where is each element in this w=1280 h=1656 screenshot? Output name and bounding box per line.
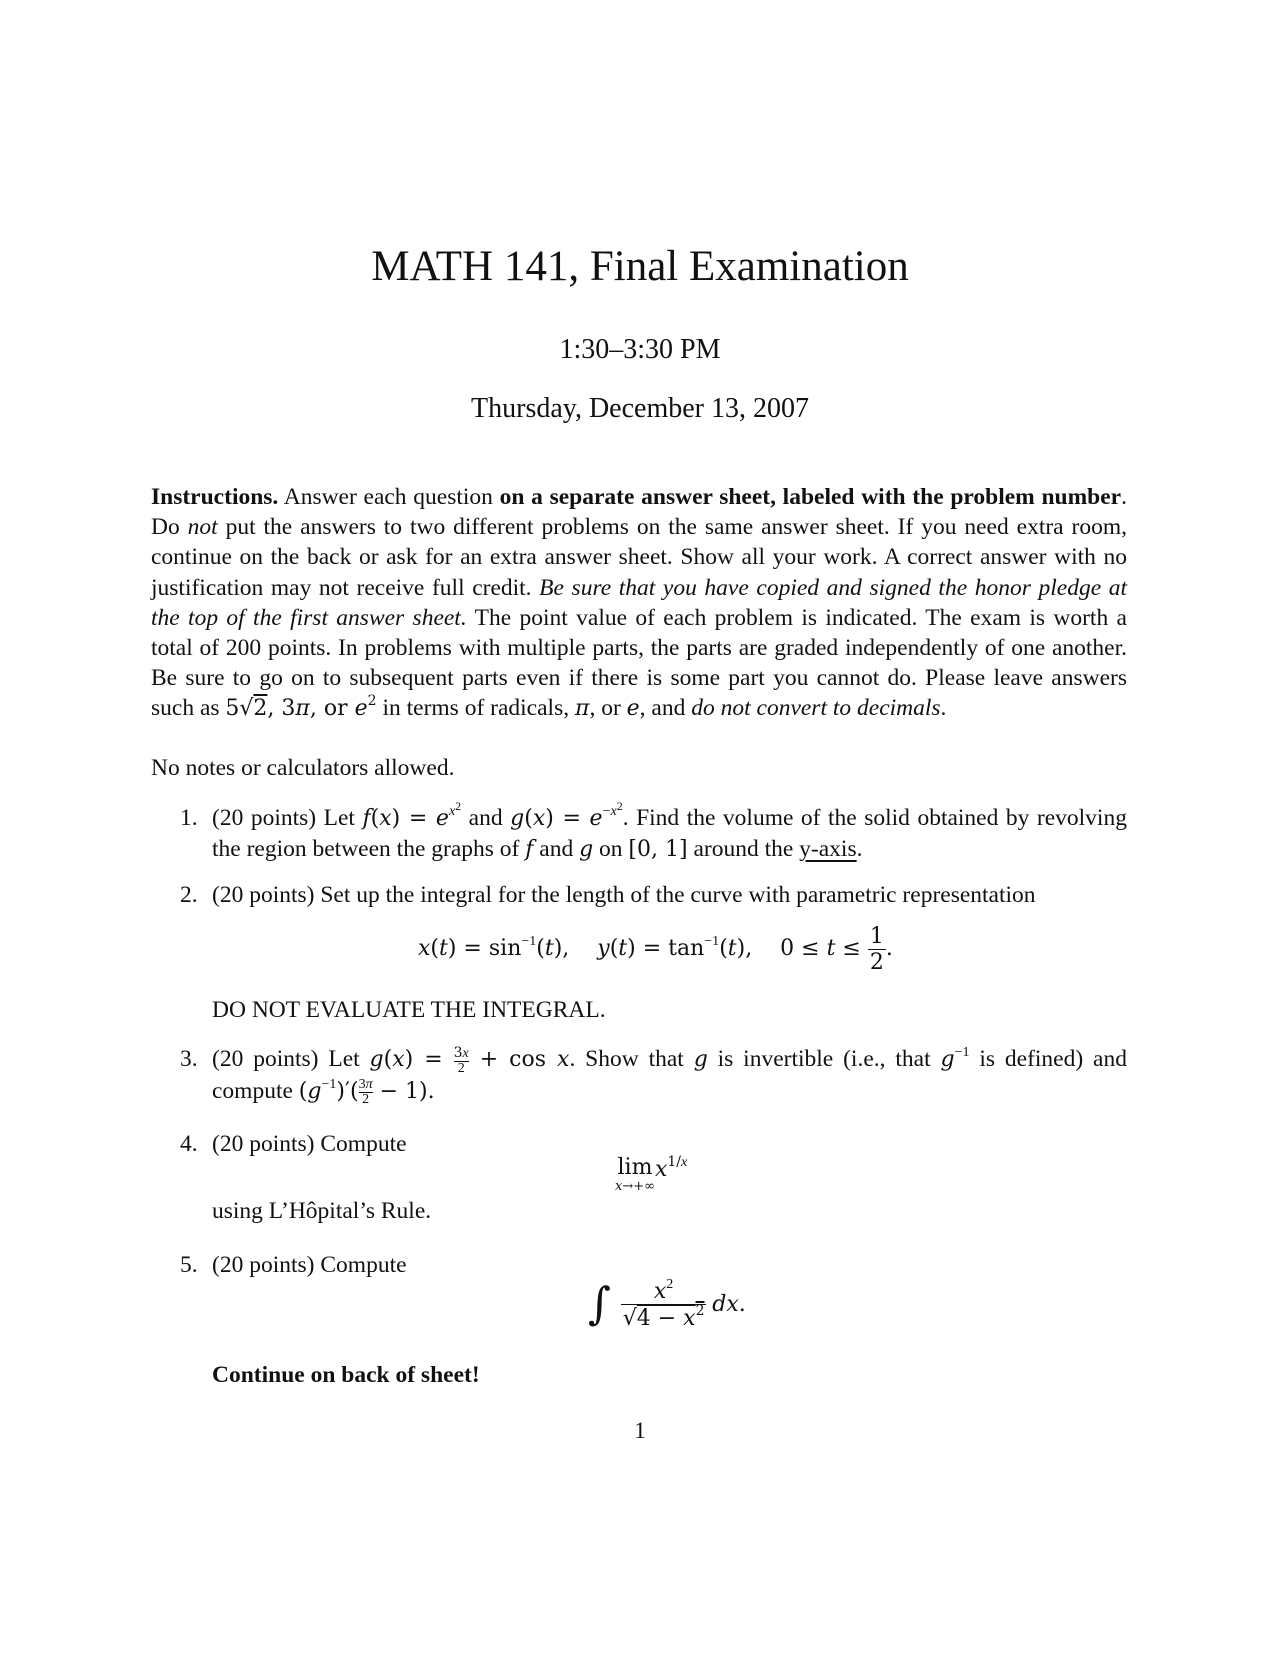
math-e: e xyxy=(626,696,640,722)
continue-note: Continue on back of sheet! xyxy=(212,1362,480,1388)
problem-number: 3. xyxy=(180,1046,198,1072)
problem-number: 4. xyxy=(180,1131,198,1157)
problem-number: 1. xyxy=(180,805,198,831)
do-not-evaluate-note: DO NOT EVALUATE THE INTEGRAL. xyxy=(212,997,606,1023)
instructions-text: . xyxy=(940,695,947,722)
problem-text: . xyxy=(856,836,863,862)
no-notes-line: No notes or calculators allowed. xyxy=(151,755,455,781)
exam-time: 1:30–3:30 PM xyxy=(559,334,721,365)
problem-points: (20 points) xyxy=(212,1131,315,1157)
y-axis-label: y-axis xyxy=(799,836,857,862)
problem-text: Compute xyxy=(314,1131,407,1157)
instructions-lead: Instructions. xyxy=(151,484,279,510)
problem-text: Set up the integral for the length of the curve with parametric representation xyxy=(314,882,1036,908)
problem-text: is defined) and compute xyxy=(212,1046,1127,1104)
parametric-equations: $x(t) = \sin^{-1}(t)$, $y(t) = \tan^{-1}(t)$, 0 ≤ t ≤ $\frac{1}{2}$ . xyxy=(418,924,893,975)
math-f-def: f xyxy=(362,806,371,831)
limit-expression: lim x→+∞ $x^{1/x}$ xyxy=(615,1154,688,1194)
math-g-def: g xyxy=(510,806,525,831)
problem-number: 5. xyxy=(180,1252,198,1278)
math-pi: π xyxy=(574,696,590,722)
math-inverse-derivative: ( xyxy=(298,1078,308,1104)
problem-points: (20 points) xyxy=(212,805,317,831)
problem-text: . Find the volume of the solid obtained by revolving the region between the graphs of xyxy=(212,805,1127,862)
problem-text: around the xyxy=(687,836,800,862)
problem-text: Let xyxy=(318,1046,370,1072)
problem-points: (20 points) xyxy=(212,1252,315,1278)
instructions-text: put the answers to two different problems on the same answer sheet. If you need extra room, continue on the back or ask for an extra answer sheet. Show all your work. A correct answer with no justification may not receive full credit. xyxy=(151,514,1127,601)
problem-text: Compute xyxy=(314,1252,407,1278)
instructions-text: in terms of radicals, xyxy=(376,695,575,722)
math-5sqrt2: 5√2, 3π, or $e^2$ xyxy=(225,693,377,722)
problem-number: 2. xyxy=(180,882,198,908)
exam-title: MATH 141, Final Examination xyxy=(371,243,909,290)
problem-1: 1. (20 points) Let $f(x) = e^{x^2}$ and $g(x) = e^{-x^2}$. Find the volume of the solid obtained by revolving the region between the graphs of f and g on [0, 1] around the y-axis. xyxy=(180,799,1127,862)
instructions-text: , and xyxy=(639,695,692,722)
problem-5 xyxy=(180,1250,1127,1280)
problem-text: and xyxy=(461,805,511,831)
instructions-paragraph xyxy=(151,482,1127,725)
problem-text: on xyxy=(593,836,629,862)
instructions-text: , or xyxy=(589,695,627,722)
problem-text: Let xyxy=(316,805,363,831)
instructions-italic: Be sure that you have copied and signed the honor pledge at the top of the first answer sheet. xyxy=(151,574,1127,631)
problem-points: (20 points) xyxy=(212,1046,319,1072)
instructions-text: Answer each question xyxy=(278,484,500,510)
problem-4 xyxy=(180,1129,1127,1159)
integral-expression: ∫ $\frac{x^2}{√4 - x^2}$ dx. xyxy=(588,1277,746,1331)
math-g3-def: g xyxy=(369,1047,384,1072)
problem-3: 3. (20 points) Let g(x) = $\frac{3x}{2}$ + cos x. Show that g is invertible (i.e., that $g^{-1}$ is defined) and compute $(g^{-1})'$( $\frac{3\pi}{2}$ − 1). xyxy=(180,1044,1127,1107)
exam-date: Thursday, December 13, 2007 xyxy=(471,393,809,424)
instructions-bold: on a separate answer sheet, labeled with the problem number xyxy=(499,484,1122,510)
page-number: 1 xyxy=(634,1418,646,1444)
problem-2 xyxy=(180,880,1127,910)
problem-text: is invertible (i.e., that xyxy=(707,1046,941,1072)
instructions-italic: not xyxy=(187,514,218,541)
lhopital-note: using L’Hôpital’s Rule. xyxy=(212,1198,432,1224)
instructions-italic: do not convert to decimals xyxy=(691,695,941,722)
problem-text: and xyxy=(533,836,580,862)
math-interval: [0, 1] xyxy=(628,837,688,862)
instructions-text: The point value of each problem is indicated. The exam is worth a total of 200 points. In problems with multiple parts, the parts are graded independently of one another. Be sure to go on to subsequent parts even if there is some part you cannot do. Please leave answers such as xyxy=(151,604,1127,722)
problem-text: . Show that xyxy=(569,1046,694,1072)
problem-points: (20 points) xyxy=(212,882,315,908)
instructions-text: . Do xyxy=(151,484,1127,541)
